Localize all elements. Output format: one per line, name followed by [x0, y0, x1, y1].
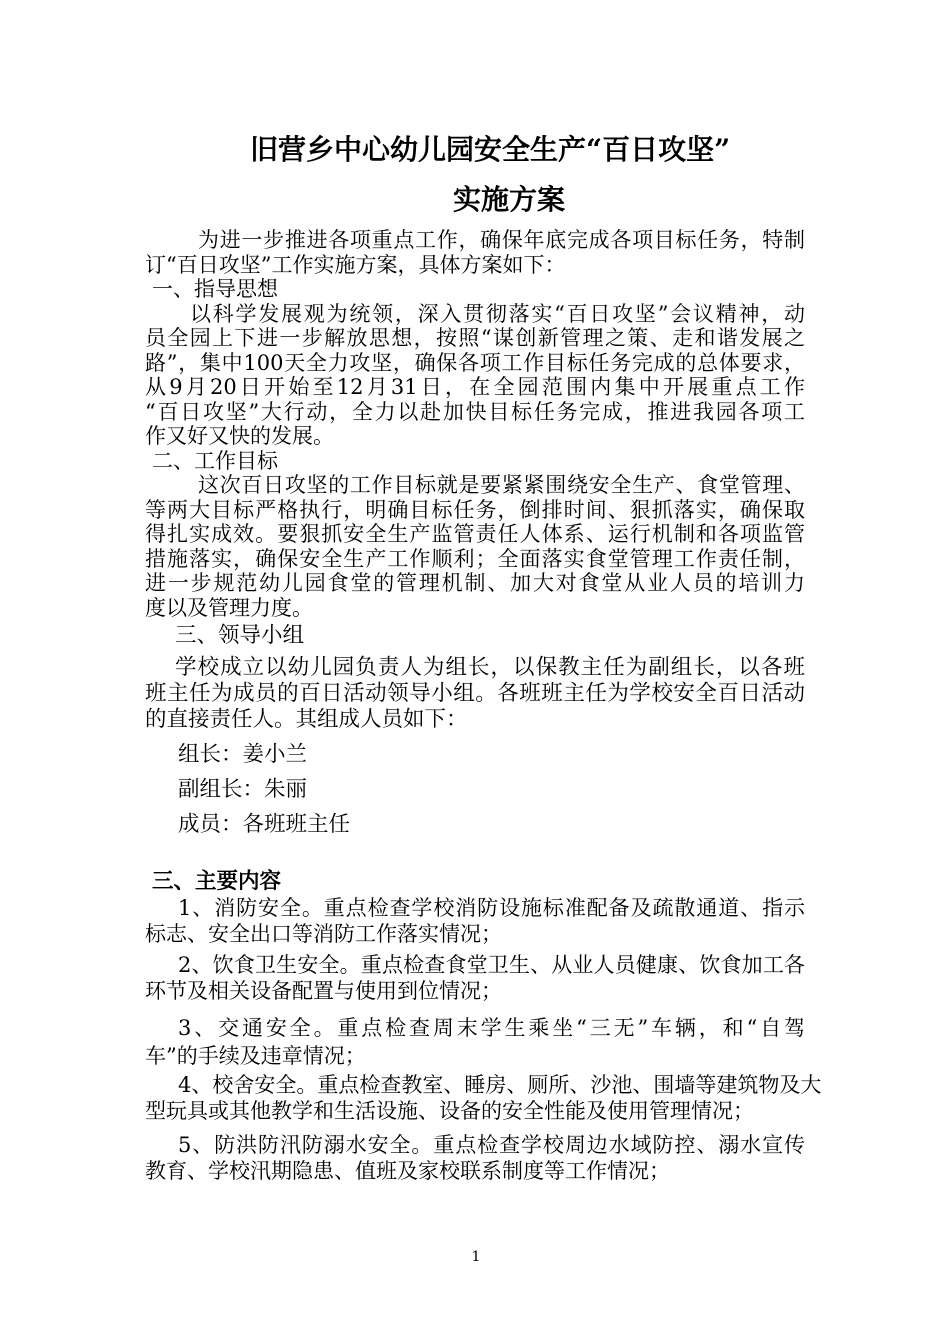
- paragraph-line: 等两大目标严格执行，明确目标任务，倒排时间、狠抓落实，确保取: [145, 497, 805, 522]
- paragraph-line: 员全园上下进一步解放思想，按照“谋创新管理之策、走和谐发展之: [145, 326, 805, 350]
- item-line: 标志、安全出口等消防工作落实情况；: [145, 922, 502, 946]
- member-deputy-leader: 副组长：朱丽: [178, 777, 308, 802]
- section-heading-leadership-group: 三、领导小组: [175, 623, 305, 648]
- paragraph-line: 路”，集中100天全力攻坚，确保各项工作目标任务完成的总体要求，: [145, 350, 805, 375]
- paragraph-line: 作又好又快的发展。: [145, 424, 334, 448]
- page-number: 1: [471, 1249, 481, 1265]
- paragraph-line: 得扎实成效。要狠抓安全生产监管责任人体系、运行机制和各项监管: [145, 522, 805, 546]
- item-line: 4、校舍安全。重点检查教室、睡房、厕所、沙池、围墙等建筑物及大: [178, 1073, 822, 1097]
- item-line: 2、饮食卫生安全。重点检查食堂卫生、从业人员健康、饮食加工各: [178, 953, 805, 977]
- leadership-paragraph: [145, 655, 805, 733]
- section-heading-guiding-ideology: 一、指导思想: [152, 277, 278, 301]
- content-item: [145, 895, 805, 947]
- paragraph-line: 措施落实，确保安全生产工作顺利；全面落实食堂管理工作责任制，: [145, 546, 805, 571]
- body-block-top: [145, 228, 805, 620]
- paragraph-line: 学校成立以幼儿园负责人为组长，以保教主任为副组长，以各班: [175, 655, 805, 680]
- section-heading-main-content: 三、主要内容: [152, 869, 282, 894]
- member-members: 成员：各班班主任: [178, 812, 351, 837]
- content-item: [145, 1072, 822, 1124]
- member-leader: 组长：姜小兰: [178, 742, 308, 767]
- intro-line: 为进一步推进各项重点工作，确保年底完成各项目标任务，特制: [198, 228, 805, 252]
- content-item: [145, 1132, 805, 1184]
- item-line: 5、防洪防汛防溺水安全。重点检查学校周边水域防控、溺水宣传: [178, 1133, 805, 1157]
- item-line: 环节及相关设备配置与使用到位情况；: [145, 979, 502, 1003]
- item-line: 型玩具或其他教学和生活设施、设备的安全性能及使用管理情况；: [145, 1099, 754, 1123]
- intro-line: 订“百日攻坚”工作实施方案，具体方案如下：: [145, 252, 566, 277]
- content-item: [145, 1014, 805, 1070]
- paragraph-line: 度以及管理力度。: [145, 595, 313, 620]
- item-line: 教育、学校汛期隐患、值班及家校联系制度等工作情况；: [145, 1159, 670, 1183]
- paragraph-line: “百日攻坚”大行动，全力以赴加快目标任务完成，推进我园各项工: [145, 399, 805, 424]
- content-item: [145, 952, 805, 1004]
- paragraph-line: 这次百日攻坚的工作目标就是要紧紧围绕安全生产、食堂管理、: [198, 473, 805, 497]
- item-line: 1、消防安全。重点检查学校消防设施标准配备及疏散通道、指示: [178, 896, 805, 920]
- item-line: 车”的手续及违章情况；: [145, 1044, 366, 1068]
- document-subtitle: 实施方案: [453, 183, 566, 216]
- paragraph-line: 从9月20日开始至12月31日，在全园范围内集中开展重点工作: [145, 375, 805, 399]
- paragraph-line: 以科学发展观为统领，深入贯彻落实“百日攻坚”会议精神，动: [190, 301, 805, 326]
- paragraph-line: 进一步规范幼儿园食堂的管理机制、加大对食堂从业人员的培训力: [145, 571, 805, 595]
- section-heading-work-goals: 二、工作目标: [152, 448, 278, 473]
- item-line: 3、交通安全。重点检查周末学生乘坐“三无”车辆，和“自驾: [178, 1016, 805, 1040]
- paragraph-line: 的直接责任人。其组成人员如下：: [145, 707, 468, 732]
- paragraph-line: 班主任为成员的百日活动领导小组。各班班主任为学校安全百日活动: [145, 681, 805, 706]
- document-title: 旧营乡中心幼儿园安全生产“百日攻坚”: [250, 133, 731, 166]
